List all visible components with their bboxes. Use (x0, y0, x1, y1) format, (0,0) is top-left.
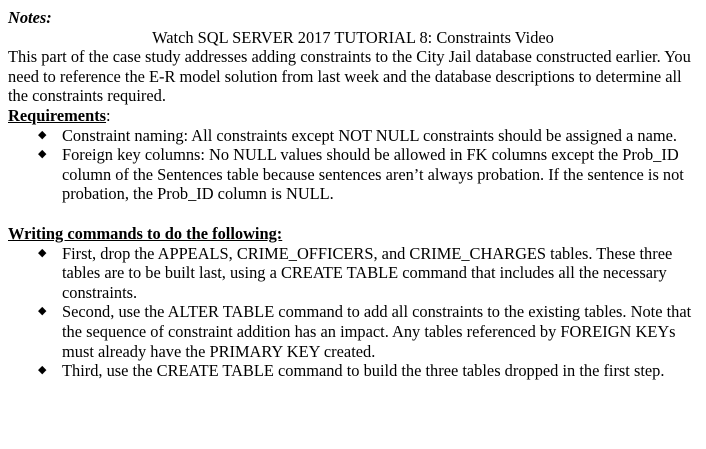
section-spacer (8, 204, 706, 224)
requirements-heading-line (8, 106, 706, 126)
diamond-bullet-icon: ◆ (38, 246, 47, 259)
list-item (8, 361, 698, 381)
commands-list (8, 244, 706, 381)
diamond-bullet-icon: ◆ (38, 305, 47, 318)
list-item (8, 302, 698, 361)
commands-heading: Writing commands to do the following: (8, 223, 283, 243)
list-item-text: Third, use the CREATE TABLE command to build the three tables dropped in the first step. (62, 361, 665, 381)
notes-label: Notes: (8, 8, 52, 27)
list-item-text: First, drop the APPEALS, CRIME_OFFICERS, and CRIME_CHARGES tables. These three tables are to be built last, using a CREATE TABLE command that includes all the necessary constraints. (62, 243, 673, 302)
diamond-bullet-icon: ◆ (38, 148, 47, 161)
intro-paragraph: This part of the case study addresses adding constraints to the City Jail database constructed earlier. You need to reference the E-R model solution from last week and the database descriptions to determine all the constraints required. (8, 47, 691, 106)
list-item (8, 126, 698, 146)
list-item (8, 244, 698, 303)
diamond-bullet-icon: ◆ (38, 364, 47, 377)
diamond-bullet-icon: ◆ (38, 128, 47, 141)
requirements-heading: Requirements (8, 105, 107, 125)
requirements-colon: : (106, 105, 111, 125)
requirements-list (8, 126, 706, 204)
list-item-text: Constraint naming: All constraints except NOT NULL constraints should be assigned a name. (62, 125, 677, 145)
list-item-text: Second, use the ALTER TABLE command to add all constraints to the existing tables. Note that the sequence of constraint addition has an impact. Any tables referenced by FOREIGN KEYs must already have the PRIMARY KEY created. (62, 302, 692, 361)
list-item (8, 145, 698, 204)
list-item-text: Foreign key columns: No NULL values should be allowed in FK columns except the Prob_ID column of the Sentences table because sentences aren’t always probation. If the sentence is not probation, the Prob_ID column is NULL. (62, 145, 684, 204)
video-title: Watch SQL SERVER 2017 TUTORIAL 8: Constraints Video (152, 27, 554, 47)
